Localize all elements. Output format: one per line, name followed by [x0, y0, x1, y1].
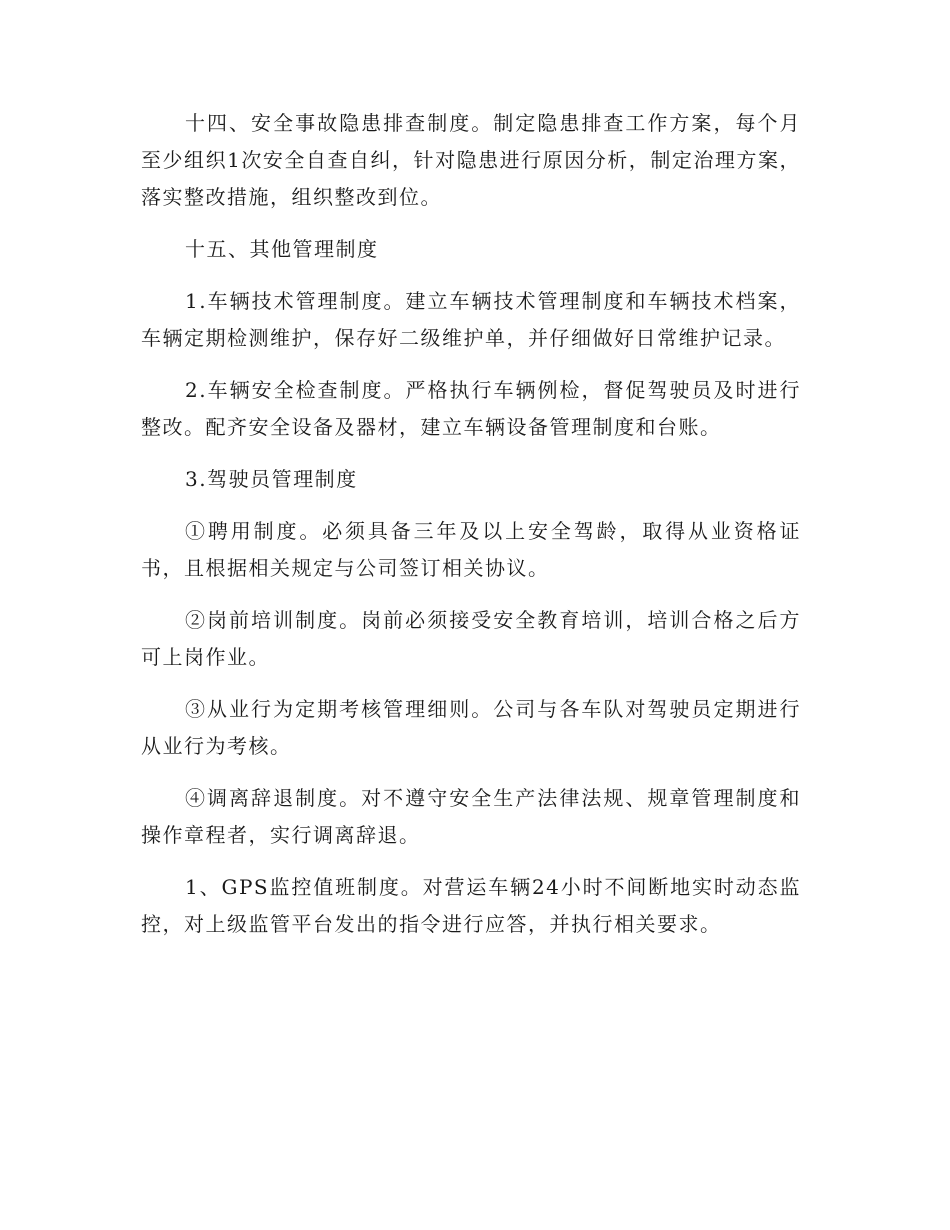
paragraph-driver-management-heading: 3.驾驶员管理制度 — [185, 467, 358, 491]
paragraph-other-management-heading: 十五、其他管理制度 — [185, 237, 379, 261]
document-page — [141, 105, 801, 958]
paragraph-vehicle-technical-management: 1.车辆技术管理制度。建立车辆技术管理制度和车辆技术档案，车辆定期检测维护，保存好二级维护单，并仔细做好日常维护记录。 — [141, 289, 801, 350]
paragraph-hidden-danger-inspection: 十四、安全事故隐患排查制度。制定隐患排查工作方案，每个月至少组织1次安全自查自纠，针对隐患进行原因分析，制定治理方案，落实整改措施，组织整改到位。 — [141, 111, 801, 209]
paragraph-gps-monitoring: 1、GPS监控值班制度。对营运车辆24小时不间断地实时动态监控，对上级监管平台发出的指令进行应答，并执行相关要求。 — [141, 875, 801, 936]
paragraph-hiring-system: ①聘用制度。必须具备三年及以上安全驾龄，取得从业资格证书，且根据相关规定与公司签订相关协议。 — [141, 519, 801, 580]
paragraph-dismissal-system: ④调离辞退制度。对不遵守安全生产法律法规、规章管理制度和操作章程者，实行调离辞退。 — [141, 786, 801, 847]
paragraph-vehicle-safety-inspection: 2.车辆安全检查制度。严格执行车辆例检，督促驾驶员及时进行整改。配齐安全设备及器材，建立车辆设备管理制度和台账。 — [141, 378, 801, 439]
paragraph-practice-assessment: ③从业行为定期考核管理细则。公司与各车队对驾驶员定期进行从业行为考核。 — [141, 697, 801, 758]
paragraph-pre-job-training: ②岗前培训制度。岗前必须接受安全教育培训，培训合格之后方可上岗作业。 — [141, 608, 801, 669]
